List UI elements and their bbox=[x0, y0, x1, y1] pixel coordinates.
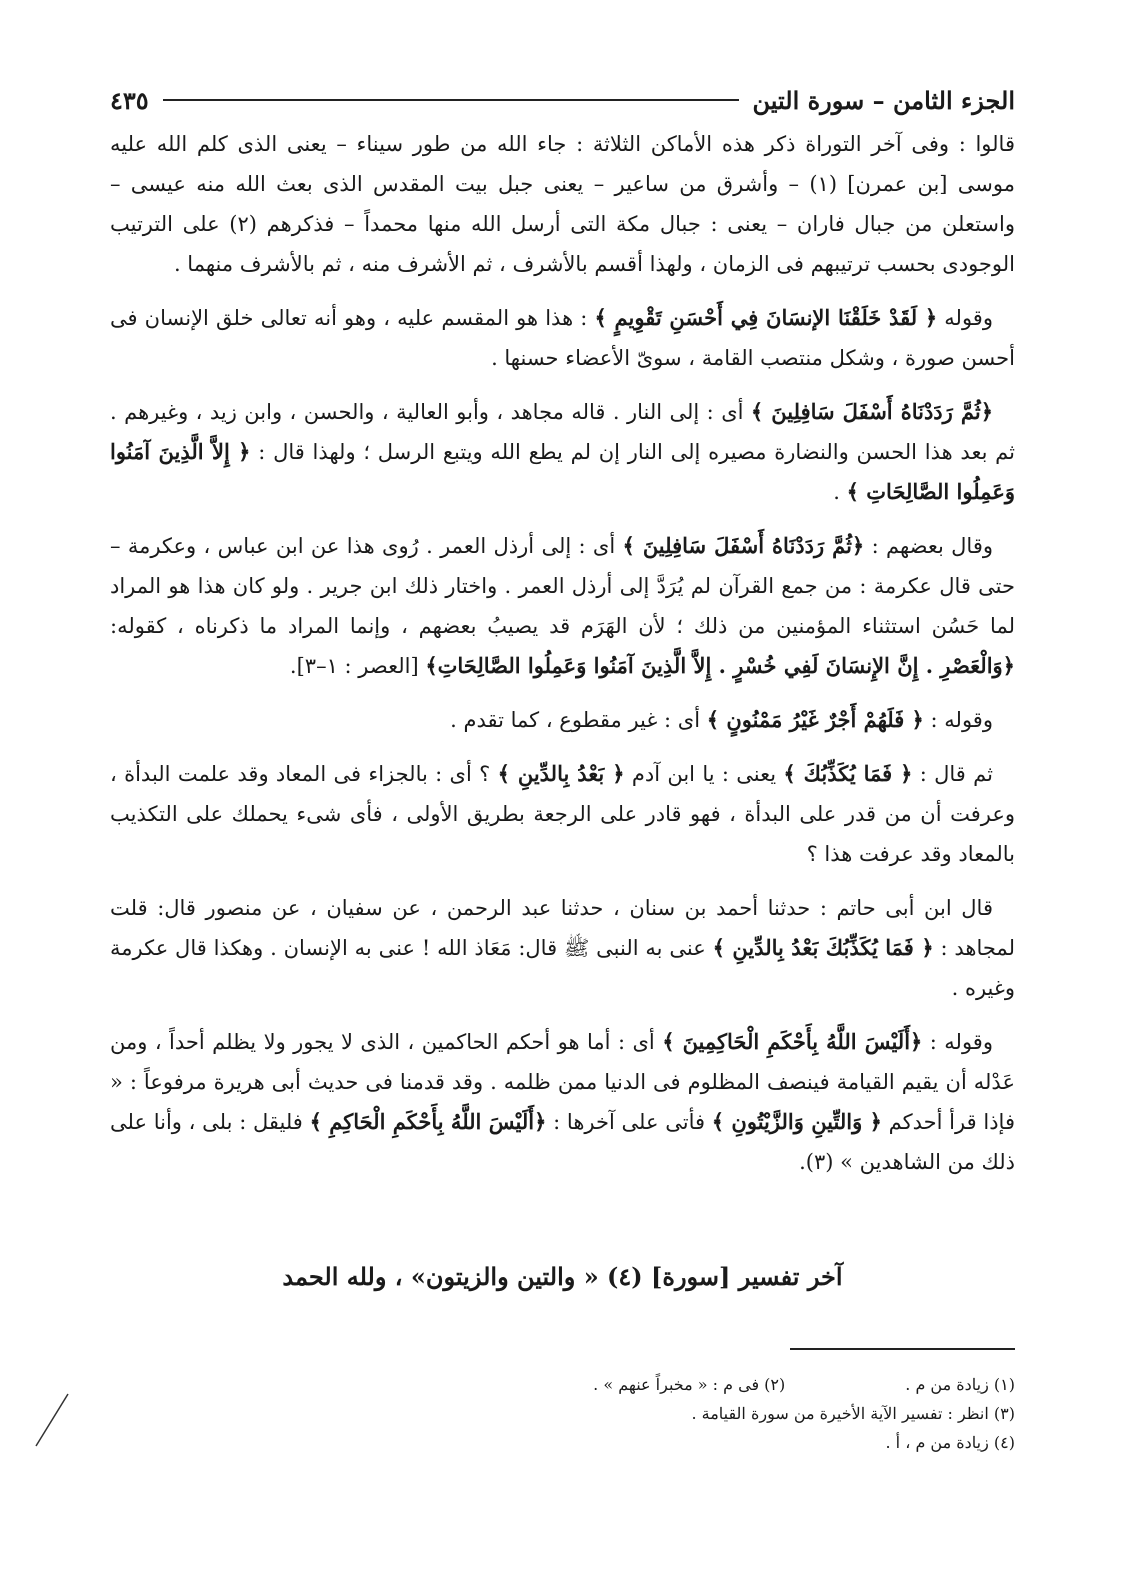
paragraph-text: : هذا هو المقسم عليه ، وهو أنه تعالى خلق الإنسان فى أحسن صورة ، وشكل منتصب القامة ، سوىّ الأعضاء حسنها . bbox=[110, 306, 1015, 370]
quran-verse: ﴿أَلَيْسَ اللَّهُ بِأَحْكَمِ الْحَاكِمِينَ ﴾ bbox=[662, 1029, 923, 1054]
quran-verse: ﴿ فَلَهُمْ أَجْرٌ غَيْرُ مَمْنُونٍ ﴾ bbox=[706, 707, 924, 732]
paragraph-text: فليقل : بلى ، وأنا على ذلك من الشاهدين » (٣). bbox=[110, 1110, 1015, 1174]
quran-verse: ﴿ فَمَا يُكَذِّبُكَ بَعْدُ بِالدِّينِ ﴾ bbox=[712, 935, 934, 960]
paragraph-text: عنى به النبى ﷺ قال: مَعَاذ الله ! عنى به الإنسان . وهكذا قال عكرمة وغيره . bbox=[110, 936, 1015, 1000]
body-text bbox=[110, 124, 1015, 1196]
paragraph bbox=[110, 1022, 1015, 1182]
footnote-1: (١) زيادة من م . bbox=[905, 1375, 1015, 1394]
paragraph bbox=[110, 754, 1015, 874]
paragraph-text: قالوا : وفى آخر التوراة ذكر هذه الأماكن الثلاثة : جاء الله من طور سيناء – يعنى الذى كلم الله عليه موسى [بن عمرن] (١) – وأشرق من ساعير – يعنى جبل بيت المقدس الذى بعث الله منه عيسى – واستعلن من جبال فاران – يعنى : جبال مكة التى أرسل الله منها محمداً – فذكرهم (٢) على الترتيب الوجودى بحسب ترتيبهم فى الزمان ، ولهذا أقسم بالأشرف ، ثم الأشرف منه ، ثم بالأشرف منهما . bbox=[110, 132, 1016, 276]
paragraph-text: أى : أما هو أحكم الحاكمين ، الذى لا يجور ولا يظلم أحداً ، ومن عَدْله أن يقيم القيامة فينصف المظلوم فى الدنيا ممن ظلمه . وقد قدمنا فى حديث أبى هريرة مرفوعاً : « فإذا قرأ أحدكم bbox=[110, 1030, 1015, 1134]
header-title: الجزء الثامن – سورة التين bbox=[752, 85, 1015, 115]
quran-verse: ﴿وَالْعَصْرِ . إِنَّ الإِنسَانَ لَفِي خُسْرٍ . إِلاَّ الَّذِينَ آمَنُوا وَعَمِلُوا الصَّالِحَاتِ﴾ bbox=[425, 653, 1015, 678]
footnote-rule bbox=[790, 1348, 1015, 1350]
paragraph bbox=[110, 700, 1015, 740]
quran-verse: ﴿ إِلاَّ الَّذِينَ آمَنُوا وَعَمِلُوا الصَّالِحَاتِ ﴾ bbox=[110, 439, 1015, 504]
closing-line: آخر تفسير [سورة] (٤) « والتين والزيتون» ، ولله الحمد bbox=[282, 1262, 843, 1291]
paragraph-text: وقوله : bbox=[923, 708, 993, 732]
footnotes bbox=[300, 1370, 1015, 1457]
paragraph bbox=[110, 392, 1015, 512]
paragraph-text: وقال بعضهم : bbox=[864, 534, 994, 558]
footnote-row bbox=[300, 1370, 1015, 1399]
quran-verse: ﴿ لَقَدْ خَلَقْنَا الإنسَانَ فِي أَحْسَنِ تَقْوِيمٍ ﴾ bbox=[594, 305, 938, 330]
paragraph-text: وقوله : bbox=[922, 1030, 993, 1054]
page-number: ٤٣٥ bbox=[110, 85, 149, 115]
paragraph-text: أى : إلى النار . قاله مجاهد ، وأبو العالية ، والحسن ، وابن زيد ، وغيرهم . ثم بعد هذا الحسن والنضارة مصيره إلى النار إن لم يطع الله ويتبع الرسل ؛ ولهذا قال : bbox=[110, 400, 1015, 464]
header-rule bbox=[163, 99, 739, 101]
footnote-3: (٣) انظر : تفسير الآية الأخيرة من سورة القيامة . bbox=[691, 1404, 1015, 1423]
quran-verse: ﴿ثُمَّ رَدَدْنَاهُ أَسْفَلَ سَافِلِينَ ﴾ bbox=[750, 399, 993, 424]
quran-verse: ﴿ بَعْدُ بِالدِّينِ ﴾ bbox=[497, 761, 625, 786]
running-header bbox=[110, 80, 1015, 120]
paragraph-text: أى : إلى أرذل العمر . رُوى هذا عن ابن عباس ، وعكرمة – حتى قال عكرمة : من جمع القرآن لم يُرَدَّ إلى أرذل العمر . واختار ذلك ابن جرير . ولو كان هذا هو المراد لما حَسُن استثناء المؤمنين من ذلك ؛ لأن الهَرَم قد يصيبُ بعضهم ، وإنما المراد ما ذكرناه ، كقوله: bbox=[110, 534, 1015, 638]
quran-verse: ﴿ فَمَا يُكَذِّبُكَ ﴾ bbox=[783, 761, 913, 786]
paragraph-text: فأتى على آخرها : bbox=[546, 1110, 712, 1134]
quran-verse: ﴿ثُمَّ رَدَدْنَاهُ أَسْفَلَ سَافِلِينَ ﴾ bbox=[622, 533, 865, 558]
paragraph-text: [العصر : ١–٣]. bbox=[289, 654, 426, 678]
paragraph-text: ثم قال : bbox=[912, 762, 993, 786]
paragraph bbox=[110, 526, 1015, 686]
pen-stroke-mark bbox=[32, 1390, 72, 1450]
footnote-4: (٤) زيادة من م ، أ . bbox=[885, 1433, 1015, 1452]
paragraph-text: . bbox=[833, 480, 847, 504]
paragraph bbox=[110, 298, 1015, 378]
quran-verse: ﴿ وَالتِّينِ وَالزَّيْتُونِ ﴾ bbox=[711, 1109, 882, 1134]
footnote-2: (٢) فى م : « مخبراً عنهم » . bbox=[593, 1375, 786, 1394]
paragraph-text: يعنى : يا ابن آدم bbox=[624, 762, 784, 786]
paragraph bbox=[110, 888, 1015, 1008]
paragraph bbox=[110, 124, 1015, 284]
paragraph-text: أى : غير مقطوع ، كما تقدم . bbox=[450, 708, 707, 732]
paragraph-text: قال ابن أبى حاتم : حدثنا أحمد بن سنان ، حدثنا عبد الرحمن ، عن سفيان ، عن منصور قال: قلت لمجاهد : bbox=[110, 896, 1015, 960]
paragraph-text: ؟ أى : بالجزاء فى المعاد وقد علمت البدأة ، وعرفت أن من قدر على البدأة ، فهو قادر على الرجعة بطريق الأولى ، فأى شىء يحملك على التكذيب بالمعاد وقد عرفت هذا ؟ bbox=[110, 762, 1015, 866]
paragraph-text: وقوله bbox=[937, 306, 993, 330]
quran-verse: ﴿أَلَيْسَ اللَّهُ بِأَحْكَمِ الْحَاكِمِ ﴾ bbox=[309, 1109, 547, 1134]
